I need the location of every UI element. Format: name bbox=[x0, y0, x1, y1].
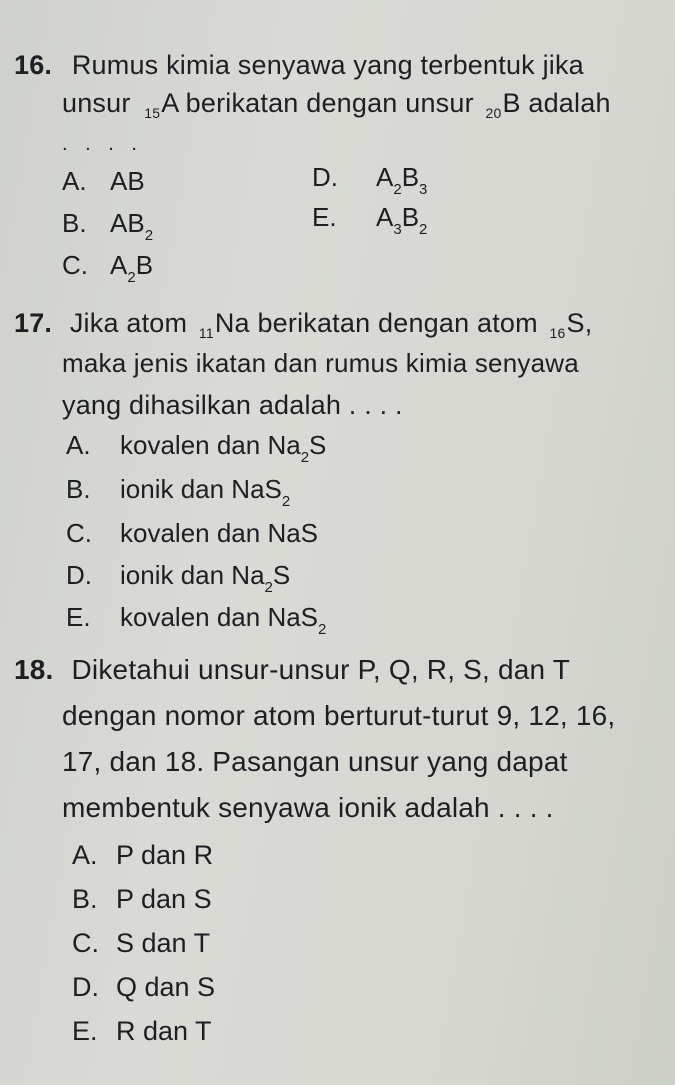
option-text: kovalen dan $Na_2S$ bbox=[120, 430, 327, 466]
option-letter: C. bbox=[66, 518, 92, 548]
option-text: P dan R bbox=[116, 840, 214, 870]
question-text: Rumus kimia senyawa yang terbentuk jika bbox=[71, 50, 584, 80]
question-16-line-1 bbox=[14, 50, 584, 81]
option-c[interactable] bbox=[72, 928, 210, 959]
option-a[interactable] bbox=[62, 166, 145, 202]
question-17-line-1 bbox=[14, 308, 592, 341]
option-letter: B. bbox=[66, 474, 91, 504]
option-e[interactable] bbox=[66, 602, 326, 638]
option-c[interactable] bbox=[66, 518, 318, 554]
option-letter: A. bbox=[62, 166, 87, 196]
question-number: 16. bbox=[14, 50, 53, 80]
option-e[interactable] bbox=[72, 1016, 212, 1047]
option-letter: E. bbox=[66, 602, 91, 632]
question-16-dots: . . . . bbox=[62, 133, 143, 155]
atomic-number: 16 bbox=[549, 325, 566, 341]
question-text: A berikatan dengan unsur bbox=[161, 88, 474, 118]
question-16-line-2 bbox=[62, 88, 611, 121]
option-text: kovalen dan NaS$_2$ bbox=[120, 602, 327, 638]
option-letter: A. bbox=[66, 430, 91, 460]
option-letter: D. bbox=[66, 560, 92, 590]
option-text: kovalen dan NaS bbox=[120, 518, 319, 548]
question-number: 18. bbox=[14, 654, 54, 685]
option-b[interactable] bbox=[62, 208, 153, 244]
question-17-line-3: yang dihasilkan adalah . . . . bbox=[62, 390, 403, 420]
option-letter: D. bbox=[72, 972, 99, 1002]
option-letter: D. bbox=[312, 162, 338, 192]
option-formula: $A_3B_2$ bbox=[376, 202, 428, 238]
question-text: Diketahui unsur-unsur P, Q, R, S, dan T bbox=[71, 654, 571, 685]
option-formula: $AB_2$ bbox=[110, 208, 154, 244]
option-a[interactable] bbox=[66, 430, 326, 466]
option-formula: AB bbox=[110, 166, 145, 196]
question-17-line-2: maka jenis ikatan dan rumus kimia senyawa bbox=[62, 348, 579, 378]
option-formula: $A_2B$ bbox=[110, 250, 154, 286]
option-b[interactable] bbox=[66, 474, 290, 510]
option-a[interactable] bbox=[72, 840, 213, 871]
option-formula: $A_2B_3$ bbox=[376, 162, 428, 198]
question-text: unsur bbox=[62, 88, 131, 118]
option-text: P dan S bbox=[116, 884, 212, 914]
option-c[interactable] bbox=[62, 250, 153, 286]
option-b[interactable] bbox=[72, 884, 212, 915]
option-letter: A. bbox=[72, 840, 98, 870]
option-d[interactable] bbox=[66, 560, 290, 596]
option-letter: C. bbox=[62, 250, 88, 280]
option-letter: E. bbox=[72, 1016, 98, 1046]
question-text: S, bbox=[566, 308, 593, 338]
question-18-line-2: dengan nomor atom berturut-turut 9, 12, 16, bbox=[62, 700, 616, 731]
option-d[interactable] bbox=[72, 972, 215, 1003]
question-text: B adalah bbox=[502, 88, 611, 118]
question-number: 17. bbox=[14, 308, 53, 338]
option-text: R dan T bbox=[116, 1016, 212, 1046]
option-d[interactable] bbox=[312, 162, 427, 198]
question-18-line-3: 17, dan 18. Pasangan unsur yang dapat bbox=[62, 746, 568, 777]
option-letter: B. bbox=[72, 884, 98, 914]
option-letter: C. bbox=[72, 928, 99, 958]
option-text: S dan T bbox=[116, 928, 211, 958]
option-text: ionik dan $Na_2S$ bbox=[120, 560, 291, 596]
option-text: Q dan S bbox=[116, 972, 216, 1002]
atomic-number: 11 bbox=[198, 325, 214, 341]
question-text: Jika atom bbox=[69, 308, 188, 338]
atomic-number: 15 bbox=[144, 105, 161, 121]
option-letter: B. bbox=[62, 208, 87, 238]
option-letter: E. bbox=[312, 202, 337, 232]
question-18-line-1 bbox=[14, 654, 570, 686]
question-18-line-4: membentuk senyawa ionik adalah . . . . bbox=[62, 792, 554, 823]
atomic-number: 20 bbox=[485, 105, 502, 121]
question-text: Na berikatan dengan atom bbox=[214, 308, 538, 338]
option-e[interactable] bbox=[312, 202, 427, 238]
option-text: ionik dan NaS$_2$ bbox=[120, 474, 291, 510]
